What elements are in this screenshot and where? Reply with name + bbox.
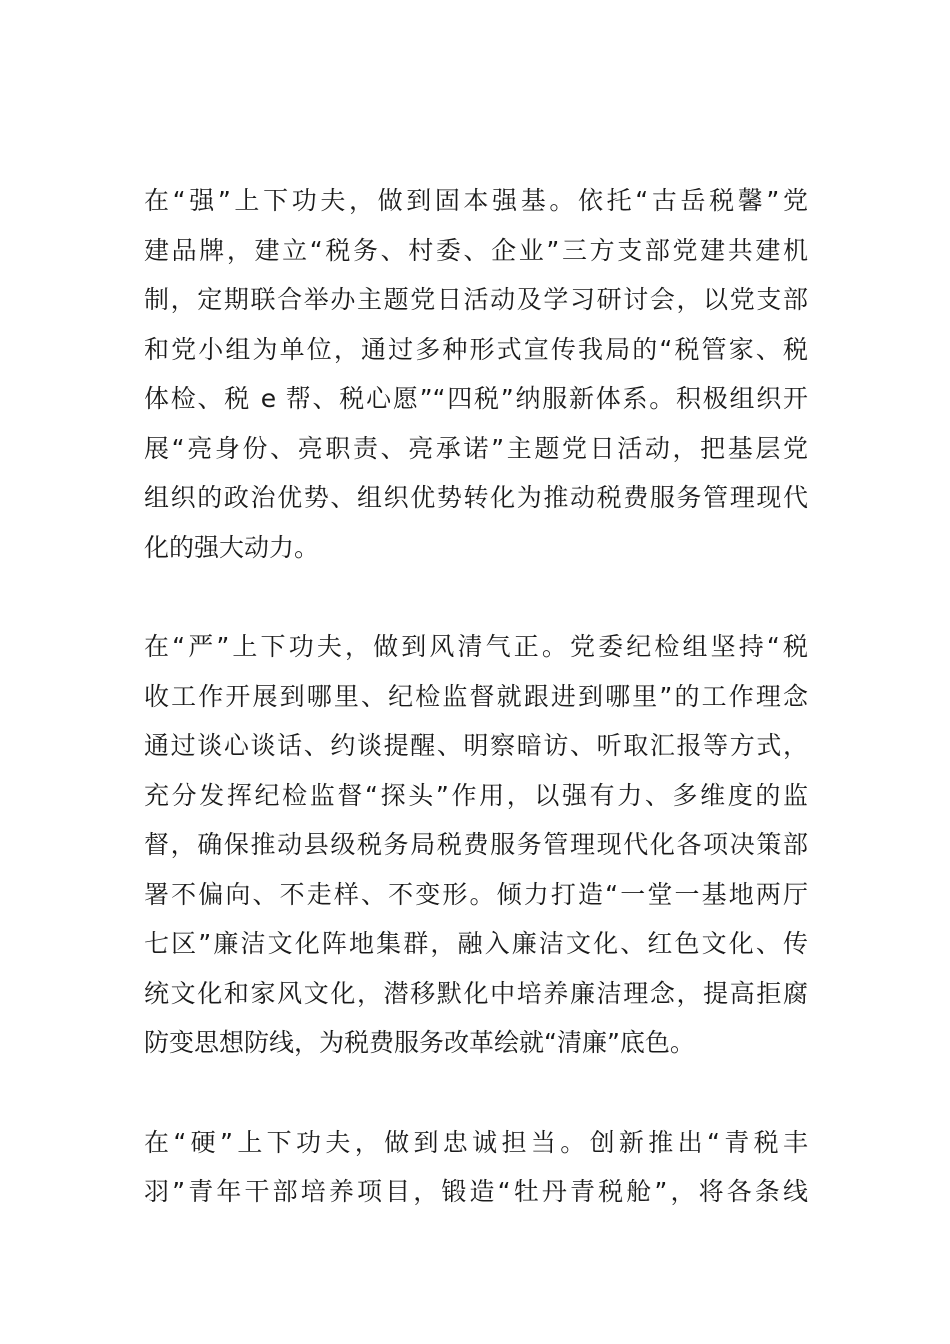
text-line: 组织的政治优势、组织优势转化为推动税费服务管理现代 (144, 483, 808, 512)
document-body (144, 176, 808, 1267)
paragraph-strict (144, 622, 808, 1068)
text-line: 收工作开展到哪里、纪检监督就跟进到哪里”的工作理念 (144, 681, 808, 711)
text-line: 署不偏向、不走样、不变形。倾力打造“一堂一基地两厅 (144, 879, 808, 909)
text-line: 制，定期联合举办主题党日活动及学习研讨会，以党支部 (144, 285, 808, 314)
text-line: 展“亮身份、亮职责、亮承诺”主题党日活动，把基层党 (144, 433, 808, 463)
text-line: 在“强”上下功夫，做到固本强基。依托“古岳税馨”党 (144, 186, 808, 215)
text-line: 建品牌，建立“税务、村委、企业”三方支部党建共建机 (144, 235, 808, 265)
text-line: 统文化和家风文化，潜移默化中培养廉洁理念，提高拒腐 (144, 978, 808, 1008)
text-line: 在“硬”上下功夫，做到忠诚担当。创新推出“青税丰 (144, 1127, 808, 1157)
text-line: 在“严”上下功夫，做到风清气正。党委纪检组坚持“税 (144, 632, 808, 661)
paragraph-hard (144, 1118, 808, 1217)
text-line: 羽”青年干部培养项目，锻造“牡丹青税舱”，将各条线 (144, 1177, 808, 1206)
text-line: 和党小组为单位，通过多种形式宣传我局的“税管家、税 (144, 334, 808, 364)
text-line: 充分发挥纪检监督“探头”作用，以强有力、多维度的监 (144, 780, 808, 810)
text-line: 体检、税 e 帮、税心愿”“四税”纳服新体系。积极组织开 (144, 384, 808, 413)
text-line: 防变思想防线，为税费服务改革绘就“清廉”底色。 (144, 1028, 695, 1057)
text-line: 七区”廉洁文化阵地集群，融入廉洁文化、红色文化、传 (144, 929, 808, 958)
text-line: 通过谈心谈话、约谈提醒、明察暗访、听取汇报等方式， (144, 731, 808, 760)
paragraph-strong (144, 176, 808, 572)
text-line: 化的强大动力。 (144, 532, 320, 562)
text-line: 督，确保推动县级税务局税费服务管理现代化各项决策部 (144, 830, 808, 859)
